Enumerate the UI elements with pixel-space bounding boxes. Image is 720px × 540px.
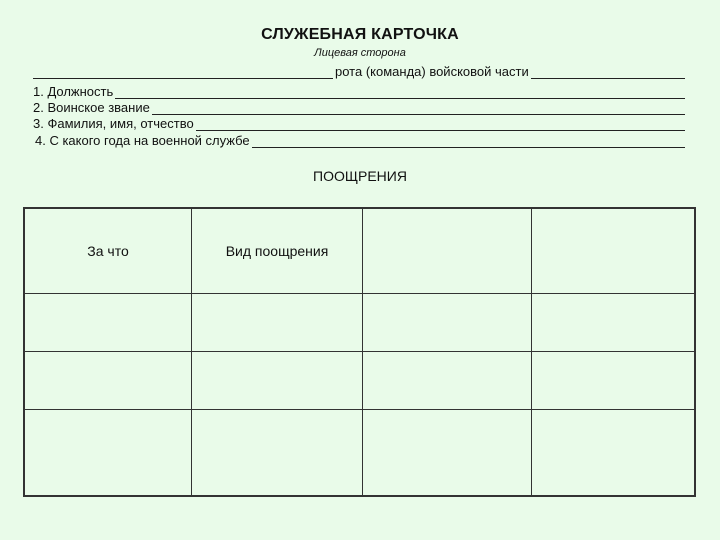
table-cell[interactable] xyxy=(24,351,192,409)
table-header-row xyxy=(24,208,695,294)
unit-blank-before[interactable] xyxy=(33,66,333,79)
field-rank xyxy=(33,100,685,115)
field-service-year xyxy=(35,133,685,148)
table-cell[interactable] xyxy=(363,409,532,496)
field-fullname-label: 3. Фамилия, имя, отчество xyxy=(33,116,194,131)
section-title-awards: ПООЩРЕНИЯ xyxy=(313,168,407,184)
unit-label: рота (команда) войсковой части xyxy=(335,64,529,79)
table-cell[interactable] xyxy=(363,294,532,352)
unit-blank-after[interactable] xyxy=(531,66,685,79)
card-subtitle: Лицевая сторона xyxy=(314,47,406,59)
unit-line xyxy=(33,64,685,79)
header-for-what: За что xyxy=(24,208,192,294)
table-cell[interactable] xyxy=(532,409,696,496)
table-cell[interactable] xyxy=(192,409,363,496)
table-cell[interactable] xyxy=(532,294,696,352)
table-cell[interactable] xyxy=(24,409,192,496)
field-position-label: 1. Должность xyxy=(33,84,114,99)
header-award-type: Вид поощрения xyxy=(192,208,363,294)
awards-table xyxy=(23,207,696,497)
field-position-blank[interactable] xyxy=(115,86,685,99)
table-cell[interactable] xyxy=(24,294,192,352)
field-service-year-label: 4. С какого года на военной службе xyxy=(35,133,250,148)
table-cell[interactable] xyxy=(192,294,363,352)
field-fullname xyxy=(33,116,685,131)
table-cell[interactable] xyxy=(532,351,696,409)
table-row xyxy=(24,409,695,496)
card-title: СЛУЖЕБНАЯ КАРТОЧКА xyxy=(261,26,459,43)
table-row xyxy=(24,351,695,409)
header-blank-3 xyxy=(363,208,532,294)
field-service-year-blank[interactable] xyxy=(252,135,685,148)
field-fullname-blank[interactable] xyxy=(196,118,685,131)
header-blank-4 xyxy=(532,208,696,294)
table-cell[interactable] xyxy=(192,351,363,409)
table-row xyxy=(24,294,695,352)
table-cell[interactable] xyxy=(363,351,532,409)
field-rank-label: 2. Воинское звание xyxy=(33,100,150,115)
field-position xyxy=(33,84,685,99)
field-rank-blank[interactable] xyxy=(152,102,685,115)
